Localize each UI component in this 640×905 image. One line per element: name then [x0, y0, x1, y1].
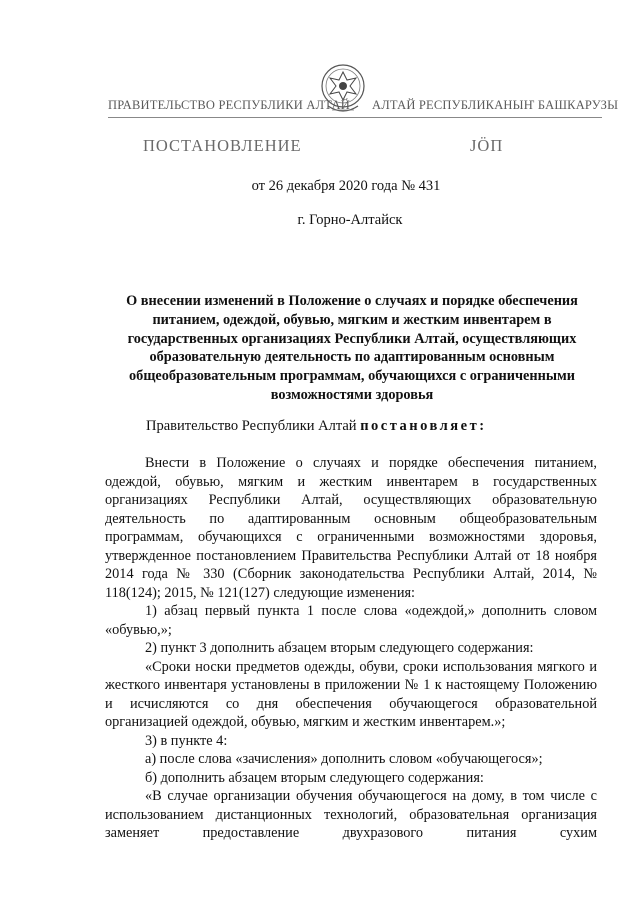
header-divider [108, 117, 602, 118]
body-paragraph: Внести в Положение о случаях и порядке обеспечения питанием, одеждой, обувью, мягким и жестким инвентарем в государственных организациях Республики Алтай, осуществляющих образовательную деятельность по адаптированным основным общеобразовательным программам, обучающихся с ограниченными возможностями здоровья, утвержденное постановлением Правительства Республики Алтай от 18 ноября 2014 года № 330 (Сборник законодательства Республики Алтай, 2014, № 118(124); 2015, № 121(127) следующие изменения: [105, 455, 597, 601]
body-paragraph: 2) пункт 3 дополнить абзацем вторым следующего содержания: [145, 640, 534, 656]
body-paragraph: 1) абзац первый пункта 1 после слова «одеждой,» дополнить словом «обувью,»; [105, 603, 597, 638]
body-paragraph: 3) в пункте 4: [145, 732, 228, 749]
body-paragraph: «В случае организации обучения обучающегося на дому, в том числе с использованием дистанционных технологий, образовательная организация заменяет предоставление двухразового питания сухим [105, 788, 597, 841]
government-name-russian: ПРАВИТЕЛЬСТВО РЕСПУБЛИКИ АЛТАЙ [108, 98, 350, 112]
government-name-altai: АЛТАЙ РЕСПУБЛИКАНЫҤ БАШКАРУЗЫ [372, 98, 619, 112]
body-paragraph: а) после слова «зачисления» дополнить словом «обучающегося»; [145, 751, 543, 767]
body-paragraph: «Сроки носки предметов одежды, обуви, сроки использования мягкого и жесткого инвентаря установлены в приложении № 1 к настоящему Положению и исчисляются со дня обеспечения обучающегося образовательной организацией одеждой, обувью, мягким и жестким инвентарем.»; [105, 658, 597, 730]
preamble-emphasis: постановляет: [360, 418, 487, 434]
decree-type-altai: ЈӦП [470, 136, 504, 155]
preamble-text: Правительство Республики Алтай [146, 418, 357, 434]
document-header [0, 0, 640, 155]
body-paragraph: б) дополнить абзацем вторым следующего содержания: [145, 769, 484, 786]
preamble [146, 418, 487, 435]
decree-city: г. Горно-Алтайск [297, 212, 403, 228]
document-title: О внесении изменений в Положение о случаях и порядке обеспечения питанием, одеждой, обувью, мягким и жестким инвентарем в государственных организациях Республики Алтай, осуществляющих образовательную деятельность по адаптированным основным общеобразовательным программам, обучающихся с ограниченными возможностями здоровья [126, 293, 578, 403]
decree-type-russian: ПОСТАНОВЛЕНИЕ [143, 136, 302, 155]
decree-date-number: от 26 декабря 2020 года № 431 [251, 178, 441, 194]
document-body [105, 454, 597, 843]
